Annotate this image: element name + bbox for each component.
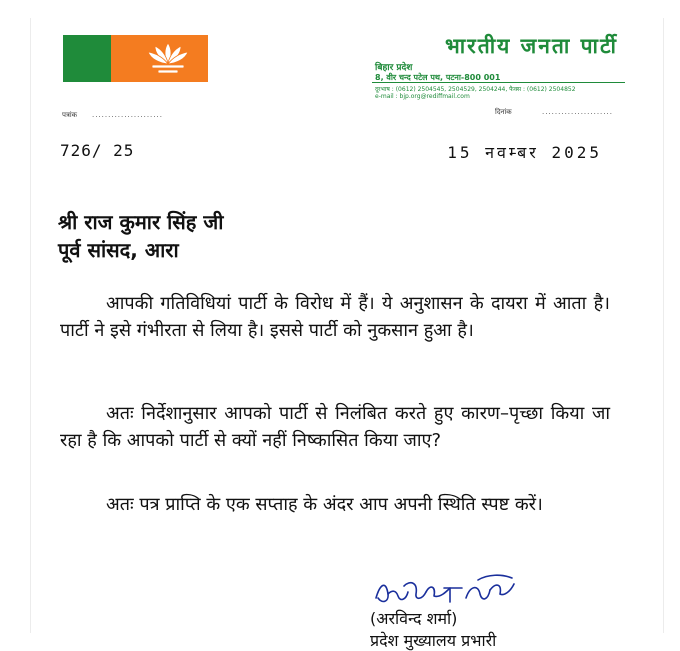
recipient-title: पूर्व सांसद, आरा — [58, 238, 179, 262]
party-name: भारतीय जनता पार्टी — [444, 34, 618, 58]
date-dotted-line: ...................... — [542, 108, 613, 116]
ref-label: पत्रांक — [62, 111, 78, 119]
date-label: दिनांक — [495, 108, 512, 116]
letter-ref-number: 726/ 25 — [60, 141, 135, 160]
party-flag-logo — [63, 35, 208, 82]
flag-green-band — [63, 35, 111, 82]
party-phone: दूरभाष : (0612) 2504545, 2504529, 2504244, फैक्स : (0612) 2504852 — [375, 86, 576, 93]
body-paragraph: आपकी गतिविधियां पार्टी के विरोध में हैं। ये अनुशासन के दायरा में आता है। पार्टी ने इसे गंभीरता से लिया है। इससे पार्टी को नुकसान हुआ है। — [60, 293, 610, 341]
party-address: 8, वीर चन्द पटेल पथ, पटना-800 001 — [375, 73, 501, 82]
lotus-icon — [146, 41, 190, 75]
party-state-unit: बिहार प्रदेश — [375, 63, 413, 73]
letter-date: 15 नवम्बर 2025 — [447, 143, 602, 162]
signatory-name: (अरविन्द शर्मा) — [370, 609, 458, 628]
body-paragraph: अतः निर्देशानुसार आपको पार्टी से निलंबित करते हुए कारण–पृच्छा किया जा रहा है कि आपको पार्टी से क्यों नहीं निष्कासित किया जाए? — [60, 403, 610, 451]
ref-dotted-line: ...................... — [92, 111, 163, 119]
handwritten-signature — [370, 572, 530, 612]
signatory-designation: प्रदेश मुख्यालय प्रभारी — [370, 631, 497, 650]
body-paragraph: अतः पत्र प्राप्ति के एक सप्ताह के अंदर आप अपनी स्थिति स्पष्ट करें। — [106, 494, 543, 515]
party-email: e-mail : bjp.org@rediffmail.com — [375, 93, 470, 100]
flag-saffron-band — [111, 35, 208, 82]
recipient-name: श्री राज कुमार सिंह जी — [58, 210, 224, 234]
letterhead-divider — [372, 82, 625, 83]
